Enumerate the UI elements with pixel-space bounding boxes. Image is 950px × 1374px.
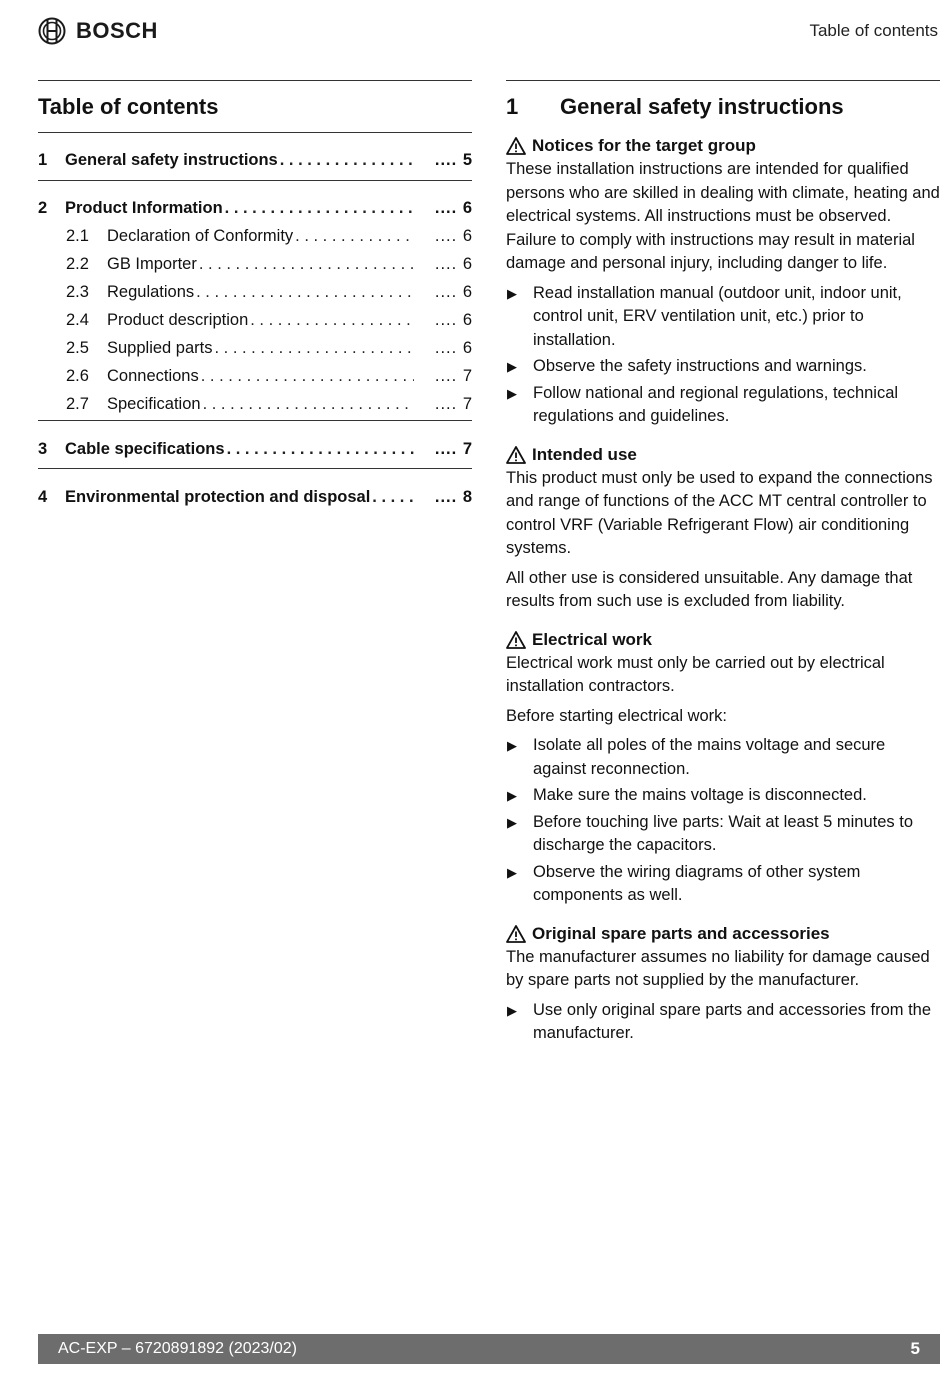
instruction-item <box>506 784 940 808</box>
section-title: Notices for the target group <box>532 136 756 155</box>
toc-entry-page: .... 7 <box>418 362 472 390</box>
instruction-list <box>506 734 940 908</box>
section-title: Intended use <box>532 444 637 464</box>
toc-list <box>38 132 472 511</box>
dot-leader <box>295 222 414 250</box>
toc-entry-title: Connections <box>107 367 199 385</box>
top-rule <box>38 80 472 81</box>
section-spare-parts <box>506 922 940 1046</box>
page-footer <box>38 1334 940 1364</box>
bullet-arrow-icon: ▶ <box>507 285 517 301</box>
toc-entry-number: 2.7 <box>66 395 89 413</box>
bullet-arrow-icon: ▶ <box>507 788 517 803</box>
top-rule <box>506 80 940 81</box>
toc-entry-number: 2.4 <box>66 311 89 329</box>
section-title: Electrical work <box>532 629 653 649</box>
toc-subentry[interactable] <box>38 250 472 278</box>
warning-triangle-icon <box>506 631 526 649</box>
paragraph: The manufacturer assumes no liability for damage caused by spare parts not supplied by the manufacturer. <box>506 947 930 989</box>
chapter-column <box>506 80 940 1060</box>
paragraph: All other use is considered unsuitable. Any damage that results from such use is excluded from liability. <box>506 568 913 610</box>
chapter-number: 1 <box>506 94 519 119</box>
toc-entry-title: Product Information <box>65 199 223 217</box>
instruction-text: Make sure the mains voltage is disconnected. <box>533 786 867 804</box>
bullet-arrow-icon: ▶ <box>507 1002 517 1018</box>
instruction-text: Observe the safety instructions and warnings. <box>533 357 867 375</box>
brand-name: BOSCH <box>76 18 158 43</box>
instruction-text: Follow national and regional regulations, technical regulations and guidelines. <box>533 383 899 425</box>
section-heading <box>506 628 940 652</box>
section-target-group <box>506 134 940 429</box>
running-header: Table of contents <box>809 21 938 40</box>
instruction-list <box>506 282 940 429</box>
toc-entry[interactable] <box>38 483 472 511</box>
toc-entry-title: Regulations <box>107 283 195 301</box>
warning-triangle-icon <box>506 925 526 943</box>
bullet-arrow-icon: ▶ <box>507 864 517 880</box>
toc-entry-page: .... 6 <box>418 334 472 362</box>
toc-entry-page: .... 6 <box>418 278 472 306</box>
chapter-heading <box>506 94 940 134</box>
toc-entry-title: Cable specifications <box>65 440 225 458</box>
instruction-list <box>506 999 940 1046</box>
toc-subentry[interactable] <box>38 222 472 250</box>
dot-leader <box>372 483 414 511</box>
toc-title: Table of contents <box>38 94 219 119</box>
warning-triangle-icon <box>506 446 526 464</box>
toc-entry[interactable] <box>38 194 472 222</box>
toc-subentry[interactable] <box>38 362 472 390</box>
toc-entry-page: .... 6 <box>418 222 472 250</box>
toc-entry-title: Specification <box>107 395 201 413</box>
bosch-logo <box>38 17 158 45</box>
instruction-item <box>506 355 940 379</box>
bullet-arrow-icon: ▶ <box>507 359 517 374</box>
dot-leader <box>196 278 414 306</box>
toc-entry-page: .... 8 <box>418 483 472 511</box>
toc-subentry[interactable] <box>38 306 472 334</box>
paragraph: Electrical work must only be carried out by electrical installation contractors. <box>506 653 885 695</box>
toc-entry-page: .... 5 <box>418 146 472 174</box>
dot-leader <box>215 334 415 362</box>
instruction-text: Observe the wiring diagrams of other system components as well. <box>533 862 861 904</box>
instruction-text: Use only original spare parts and accessories from the manufacturer. <box>533 1000 932 1042</box>
toc-entry-title: Declaration of Conformity <box>107 227 294 245</box>
toc-subentry[interactable] <box>38 278 472 306</box>
toc-entry-number: 2.1 <box>66 227 89 245</box>
instruction-item <box>506 282 940 353</box>
dot-leader <box>225 194 414 222</box>
toc-entry-page: .... 6 <box>418 194 472 222</box>
instruction-item <box>506 999 940 1046</box>
toc-subentry[interactable] <box>38 390 472 418</box>
section-electrical-work <box>506 628 940 908</box>
toc-entry-number: 2.2 <box>66 255 89 273</box>
toc-subentry[interactable] <box>38 334 472 362</box>
toc-entry-page: .... 7 <box>418 435 472 463</box>
page-number: 5 <box>910 1339 920 1358</box>
bullet-arrow-icon: ▶ <box>507 814 517 830</box>
chapter-title: General safety instructions <box>560 94 844 119</box>
toc-entry-number: 1 <box>38 151 48 169</box>
bullet-arrow-icon: ▶ <box>507 385 517 401</box>
toc-entry[interactable] <box>38 435 472 463</box>
section-heading <box>506 134 940 158</box>
toc-entry-number: 2.5 <box>66 339 89 357</box>
toc-entry-title: Supplied parts <box>107 339 213 357</box>
toc-entry-page: .... 6 <box>418 250 472 278</box>
toc-entry-title: Environmental protection and disposal <box>65 488 371 506</box>
dot-leader <box>201 362 414 390</box>
toc-entry-number: 4 <box>38 488 48 506</box>
bosch-armature-icon <box>38 17 66 45</box>
section-heading <box>506 443 940 467</box>
toc-entry-number: 2 <box>38 199 48 217</box>
dot-leader <box>250 306 414 334</box>
toc-entry-title: Product description <box>107 311 249 329</box>
paragraph: These installation instructions are intended for qualified persons who are skilled in dealing with climate, heating and electrical systems. All instructions must be observed. Failure to comply with instructions may result in material damage and personal injury, including danger to life. <box>506 160 940 272</box>
paragraph: This product must only be used to expand the connections and range of functions of the ACC MT central controller to control VRF (Variable Refrigerant Flow) air conditioning systems. <box>506 468 933 557</box>
instruction-item <box>506 382 940 429</box>
instruction-item <box>506 811 940 858</box>
toc-entry-page: .... 7 <box>418 390 472 418</box>
warning-triangle-icon <box>506 137 526 155</box>
instruction-item <box>506 861 940 908</box>
toc-entry-number: 2.6 <box>66 367 89 385</box>
toc-entry[interactable] <box>38 146 472 174</box>
section-intended-use <box>506 443 940 614</box>
dot-leader <box>280 146 414 174</box>
dot-leader <box>227 435 414 463</box>
toc-entry-title: GB Importer <box>107 255 197 273</box>
toc-entry-number: 2.3 <box>66 283 89 301</box>
section-heading <box>506 922 940 946</box>
section-title: Original spare parts and accessories <box>532 923 830 943</box>
dot-leader <box>199 250 414 278</box>
dot-leader <box>203 390 414 418</box>
bullet-arrow-icon: ▶ <box>507 738 517 753</box>
instruction-text: Read installation manual (outdoor unit, indoor unit, control unit, ERV ventilation unit, etc.) prior to installation. <box>533 283 902 349</box>
paragraph: Before starting electrical work: <box>506 706 728 725</box>
instruction-text: Before touching live parts: Wait at least 5 minutes to discharge the capacitors. <box>533 812 913 854</box>
document-id: AC-EXP – 6720891892 (2023/02) <box>58 1340 297 1357</box>
toc-entry-page: .... 6 <box>418 306 472 334</box>
instruction-text: Isolate all poles of the mains voltage and secure against reconnection. <box>533 736 886 778</box>
instruction-item <box>506 734 940 781</box>
toc-column <box>38 80 472 511</box>
toc-entry-title: General safety instructions <box>65 151 278 169</box>
toc-entry-number: 3 <box>38 440 48 458</box>
